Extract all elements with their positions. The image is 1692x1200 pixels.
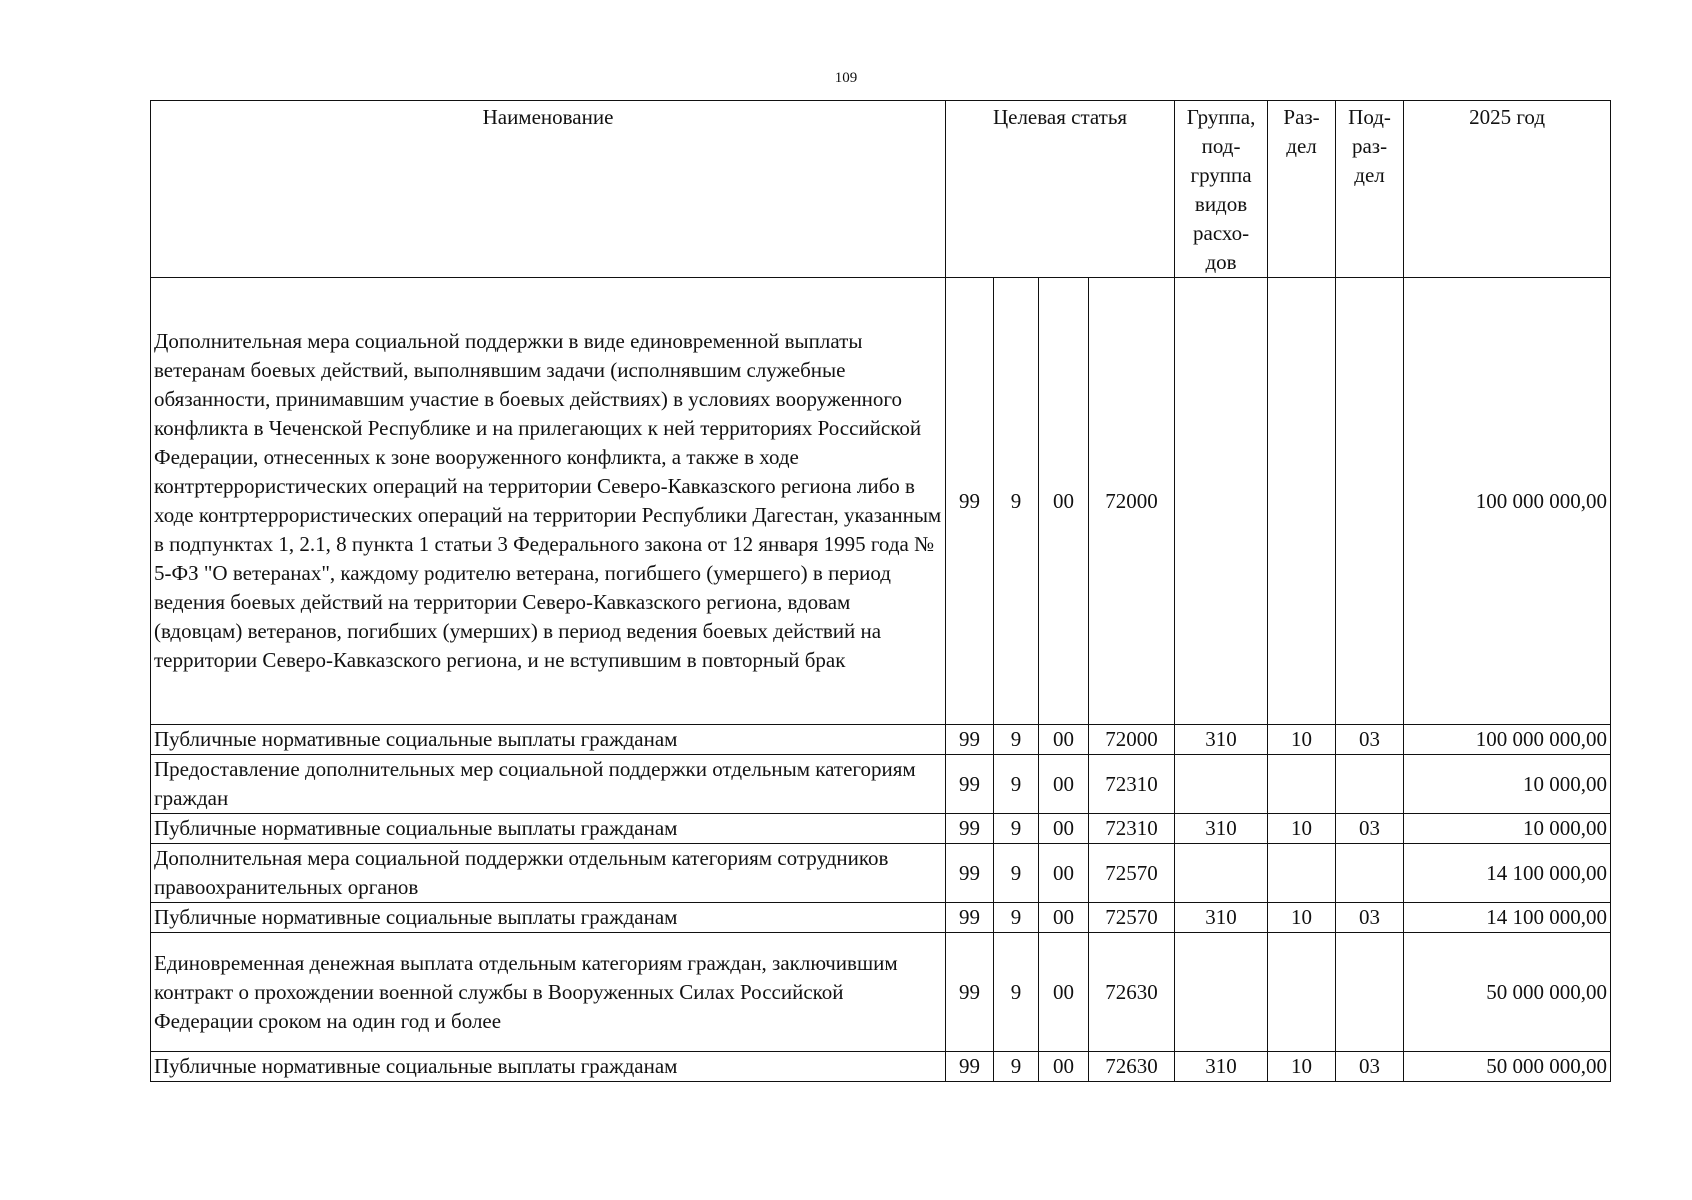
target-program: 99 [946,278,994,725]
row-name: Публичные нормативные социальные выплаты гражданам [151,814,946,844]
expense-group: 310 [1175,903,1268,933]
table-row [151,278,1611,725]
target-main-activity: 00 [1039,814,1089,844]
subsection: 03 [1336,814,1404,844]
row-name: Публичные нормативные социальные выплаты гражданам [151,725,946,755]
target-main-activity: 00 [1039,844,1089,903]
amount-2025: 10 000,00 [1404,814,1611,844]
expense-group [1175,278,1268,725]
section [1268,755,1336,814]
target-program: 99 [946,755,994,814]
amount-2025: 50 000 000,00 [1404,933,1611,1052]
subsection [1336,844,1404,903]
target-main-activity: 00 [1039,278,1089,725]
table-row [151,903,1611,933]
target-subprogram: 9 [994,933,1039,1052]
subsection: 03 [1336,725,1404,755]
expense-group [1175,933,1268,1052]
row-name: Дополнительная мера социальной поддержки в виде единовременной выплаты ветеранам боевых действий, выполнявшим задачи (исполнявшим служебные обязанности, принимавшим участие в боевых действиях) в условиях вооруженного конфликта в Чеченской Республике и на прилегающих к ней территориях Российской Федерации, отнесенных к зоне вооруженного конфликта, а также в ходе контртеррористических операций на территории Северо-Кавказского региона либо в ходе контртеррористических операций на территории Республики Дагестан, указанным в подпунктах 1, 2.1, 8 пункта 1 статьи 3 Федерального закона от 12 января 1995 года № 5-ФЗ "О ветеранах", каждому родителю ветерана, погибшего (умершего) в период ведения боевых действий на территории Северо-Кавказского региона, вдовам (вдовцам) ветеранов, погибших (умерших) в период ведения боевых действий на территории Северо-Кавказского региона, и не вступившим в повторный брак [151,278,946,725]
table-row [151,844,1611,903]
header-group: Группа, под-группа видов расхо-дов [1175,101,1268,278]
budget-table [150,100,1611,1082]
expense-group: 310 [1175,725,1268,755]
expense-group [1175,844,1268,903]
row-name: Публичные нормативные социальные выплаты гражданам [151,903,946,933]
page-number: 109 [834,70,858,86]
table-row [151,1052,1611,1082]
section: 10 [1268,725,1336,755]
target-subprogram: 9 [994,278,1039,725]
target-subprogram: 9 [994,903,1039,933]
section [1268,278,1336,725]
header-section: Раз-дел [1268,101,1336,278]
target-main-activity: 00 [1039,933,1089,1052]
amount-2025: 100 000 000,00 [1404,278,1611,725]
subsection: 03 [1336,1052,1404,1082]
header-row [151,101,1611,278]
row-name: Дополнительная мера социальной поддержки отдельным категориям сотрудников правоохранительных органов [151,844,946,903]
target-program: 99 [946,933,994,1052]
expense-group [1175,755,1268,814]
expense-group: 310 [1175,1052,1268,1082]
target-direction: 72310 [1089,814,1175,844]
header-name: Наименование [151,101,946,278]
amount-2025: 100 000 000,00 [1404,725,1611,755]
target-direction: 72630 [1089,933,1175,1052]
section: 10 [1268,1052,1336,1082]
target-subprogram: 9 [994,725,1039,755]
target-subprogram: 9 [994,814,1039,844]
target-program: 99 [946,1052,994,1082]
table-row [151,755,1611,814]
target-direction: 72310 [1089,755,1175,814]
target-program: 99 [946,725,994,755]
target-main-activity: 00 [1039,725,1089,755]
target-main-activity: 00 [1039,755,1089,814]
row-name: Единовременная денежная выплата отдельным категориям граждан, заключившим контракт о прохождении военной службы в Вооруженных Силах Российской Федерации сроком на один год и более [151,933,946,1052]
expense-group: 310 [1175,814,1268,844]
amount-2025: 14 100 000,00 [1404,844,1611,903]
subsection [1336,755,1404,814]
table-row [151,725,1611,755]
subsection [1336,278,1404,725]
target-main-activity: 00 [1039,1052,1089,1082]
target-main-activity: 00 [1039,903,1089,933]
target-subprogram: 9 [994,1052,1039,1082]
header-target-article: Целевая статья [946,101,1175,278]
subsection [1336,933,1404,1052]
header-year: 2025 год [1404,101,1611,278]
amount-2025: 14 100 000,00 [1404,903,1611,933]
target-direction: 72570 [1089,844,1175,903]
table-row [151,814,1611,844]
target-program: 99 [946,814,994,844]
target-subprogram: 9 [994,844,1039,903]
target-direction: 72630 [1089,1052,1175,1082]
section [1268,933,1336,1052]
section: 10 [1268,903,1336,933]
row-name: Публичные нормативные социальные выплаты гражданам [151,1052,946,1082]
target-subprogram: 9 [994,755,1039,814]
section: 10 [1268,814,1336,844]
target-program: 99 [946,903,994,933]
target-direction: 72000 [1089,725,1175,755]
header-subsection: Под-раз-дел [1336,101,1404,278]
amount-2025: 10 000,00 [1404,755,1611,814]
table-row [151,933,1611,1052]
amount-2025: 50 000 000,00 [1404,1052,1611,1082]
target-direction: 72570 [1089,903,1175,933]
section [1268,844,1336,903]
target-program: 99 [946,844,994,903]
target-direction: 72000 [1089,278,1175,725]
subsection: 03 [1336,903,1404,933]
row-name: Предоставление дополнительных мер социальной поддержки отдельным категориям граждан [151,755,946,814]
